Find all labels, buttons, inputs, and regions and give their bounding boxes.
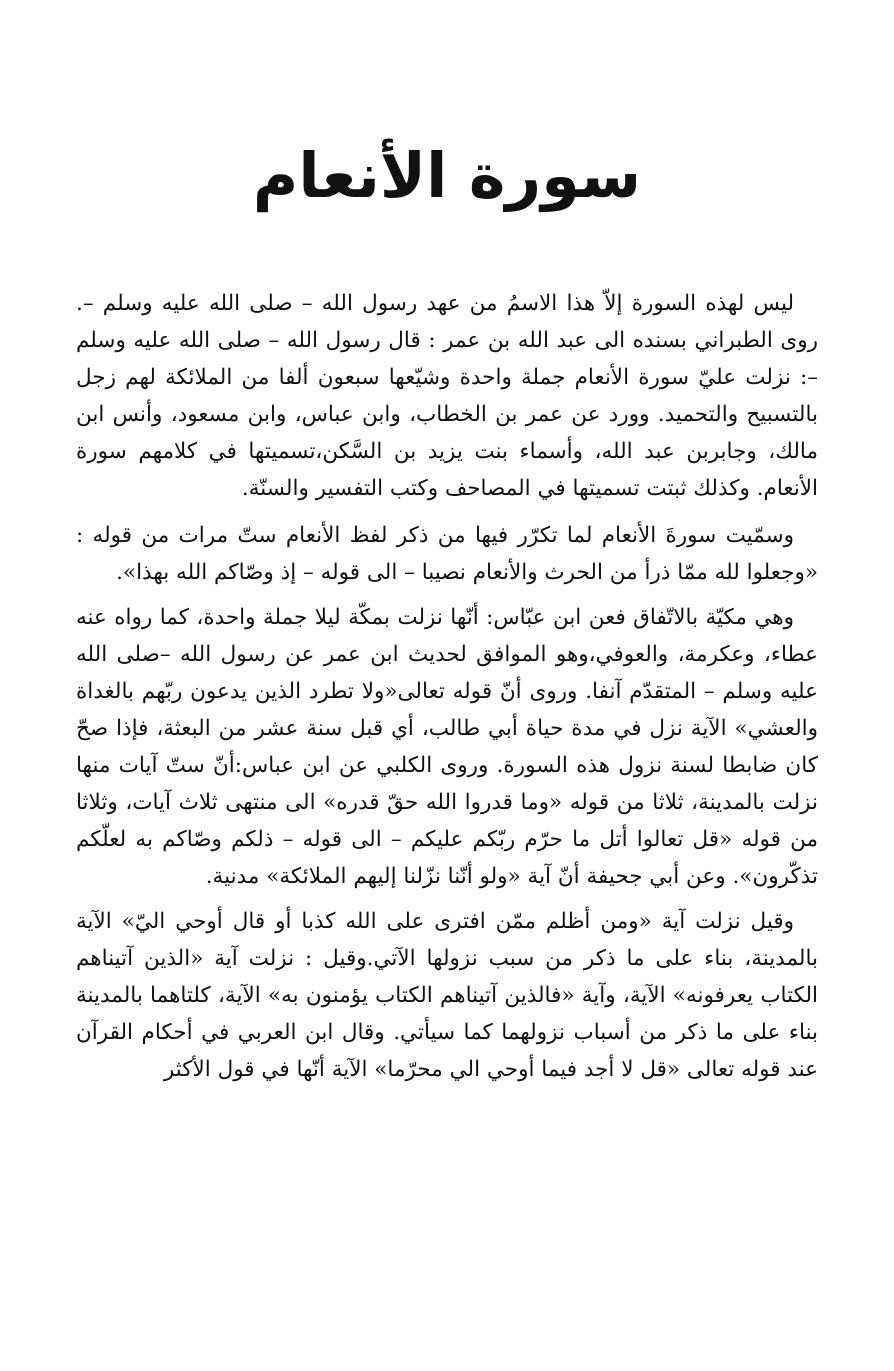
paragraph-3: وهي مكيّة بالاتّفاق فعن ابن عبّاس: أنّها نزلت بمكّة ليلا جملة واحدة، كما رواه عنه عطاء، وعكرمة، والعوفي،وهو الموافق لحديث ابن عمر عن رسول الله –صلى الله عليه وسلم – المتقدّم آنفا. وروى أنّ قوله تعالى«ولا تطرد الذين يدعون ربّهم بالغداة والعشي» الآية نزل في مدة حياة أبي طالب، أي قبل سنة عشر من البعثة، فإذا صحّ كان ضابطا لسنة نزول هذه السورة. وروى الكلبي عن ابن عباس:أنّ ستّ آيات منها نزلت بالمدينة، ثلاثا من قوله «وما قدروا الله حقّ قدره» الى منتهى ثلاث آيات، وثلاثا من قوله «قل تعالوا أتل ما حرّم ربّكم عليكم – الى قوله – ذلكم وصّاكم به لعلّكم تذكّرون». وعن أبي جحيفة أنّ آية «ولو أنّنا نزّلنا إليهم الملائكة» مدنية. [76,605,818,889]
paragraph-2: وسمّيت سورةَ الأنعام لما تكرّر فيها من ذكر لفظ الأنعام ستّ مرات من قوله : «وجعلوا لله ممّا ذرأ من الحرث والأنعام نصيبا – الى قوله – إذ وصّاكم الله بهذا». [76,523,818,585]
paragraph-4: وقيل نزلت آية «ومن أظلم ممّن افترى على الله كذبا أو قال أوحي اليّ» الآية بالمدينة، بناء على ما ذكر من سبب نزولها الآتي.وقيل : نزلت آية «الذين آتيناهم الكتاب يعرفونه» الآية، وآية «فالذين آتيناهم الكتاب يؤمنون به» الآية، كلتاهما بالمدينة بناء على ما ذكر من أسباب نزولهما كما سيأتي. وقال ابن العربي في أحكام القرآن عند قوله تعالى «قل لا أجد فيما أوحي الي محرّما» الآية أنّها في قول الأكثر [76,909,818,1082]
paragraph-1: ليس لهذه السورة إلاّ هذا الاسمُ من عهد رسول الله – صلى الله عليه وسلم –. روى الطبراني بسنده الى عبد الله بن عمر : قال رسول الله – صلى الله عليه وسلم –: نزلت عليّ سورة الأنعام جملة واحدة وشيّعها سبعون ألفا من الملائكة لهم زجل بالتسبيح والتحميد. وورد عن عمر بن الخطاب، وابن عباس، وابن مسعود، وأنس ابن مالك، وجابربن عبد الله، وأسماء بنت يزيد بن السَّكن،تسميتها في كلامهم سورة الأنعام. وكذلك ثبتت تسميتها في المصاحف وكتب التفسير والسنّة. [76,291,818,501]
surah-title: سورة الأنعام [252,139,642,212]
body-text [76,285,818,1096]
